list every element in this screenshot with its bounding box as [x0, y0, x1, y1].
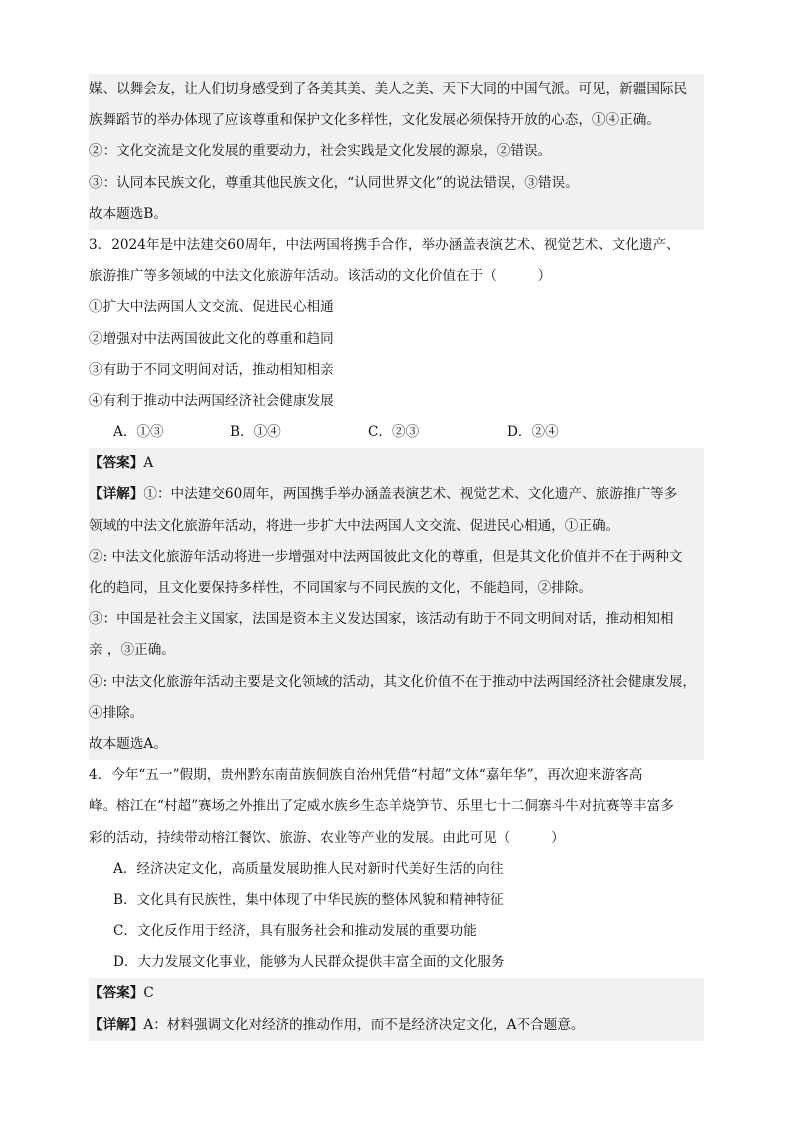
- question-4-stem: 彩的活动，持续带动榕江餐饮、旅游、农业等产业的发展。由此可见（ ）: [89, 829, 565, 846]
- question-4-stem: 峰。榕江在“村超”赛场之外推出了定威水族乡生态羊烧笋节、乐里七十二侗寨斗牛对抗赛等丰富多: [89, 798, 674, 815]
- option-a: A．①③: [113, 424, 164, 441]
- explanation-line: ③：认同本民族文化，尊重其他民族文化，“认同世界文化”的说法错误，③错误。: [89, 168, 704, 199]
- detail-conclusion: 故本题选A。: [89, 729, 704, 760]
- question-3-detail: [89, 479, 704, 510]
- answer-value: C: [143, 985, 154, 1002]
- detail-line: 领域的中法文化旅游年活动，将进一步扩大中法两国人文交流、促进民心相通，①正确。: [89, 511, 704, 542]
- question-4-option-d: D．大力发展文化事业，能够为人民群众提供丰富全面的文化服务: [113, 954, 505, 971]
- question-3-item: ③有助于不同文明间对话，推动相知相亲: [89, 361, 334, 378]
- explanation-line: ②：文化交流是文化发展的重要动力，社会实践是文化发展的源泉，②错误。: [89, 136, 704, 167]
- detail-text: A：材料强调文化对经济的推动作用，而不是经济决定文化，A不合题意。: [143, 1016, 585, 1033]
- question-3-answer: [89, 448, 704, 479]
- document-content: [89, 74, 704, 1041]
- option-b: B．①④: [230, 424, 281, 441]
- detail-tag: 【详解】: [89, 486, 144, 503]
- detail-text: ①：中法建交60周年，两国携手举办涵盖表演艺术、视觉艺术、文化遗产、旅游推广等多: [143, 486, 678, 503]
- option-c: C．②③: [368, 424, 420, 441]
- question-3-item: ①扩大中法两国人文交流、促进民心相通: [89, 299, 334, 316]
- answer-tag: 【答案】: [89, 985, 144, 1002]
- question-4-stem: 4．今年“五一”假期，贵州黔东南苗族侗族自治州凭借“村超”文体“嘉年华”，再次迎来游客高: [89, 767, 643, 784]
- detail-tag: 【详解】: [89, 1016, 144, 1033]
- question-4-option-c: C．文化反作用于经济，具有服务社会和推动发展的重要功能: [113, 923, 477, 940]
- question-3-item: ④有利于推动中法两国经济社会健康发展: [89, 392, 334, 409]
- detail-line: ②: 中法文化旅游年活动将进一步增强对中法两国彼此文化的尊重，但是其文化价值并不在于两种文: [89, 542, 704, 573]
- question-4-answer: [89, 978, 704, 1009]
- question-3-item: ②增强对中法两国彼此文化的尊重和趋同: [89, 330, 334, 347]
- detail-line: 亲 ，③正确。: [89, 635, 704, 666]
- explanation-conclusion: 故本题选B。: [89, 199, 704, 230]
- answer-tag: 【答案】: [89, 455, 144, 472]
- option-d: D．②④: [507, 424, 559, 441]
- detail-line: ④: 中法文化旅游年活动主要是文化领域的活动，其文化价值不在于推动中法两国经济社会健康发展，: [89, 667, 704, 698]
- question-4-option-a: A．经济决定文化，高质量发展助推人民对新时代美好生活的向往: [113, 860, 504, 877]
- detail-line: ③：中国是社会主义国家，法国是资本主义发达国家，该活动有助于不同文明间对话，推动相知相: [89, 604, 704, 635]
- question-3-stem: 旅游推广等多领域的中法文化旅游年活动。该活动的文化价值在于（ ）: [89, 268, 552, 285]
- answer-value: A: [143, 455, 154, 472]
- explanation-line: 媒、以舞会友，让人们切身感受到了各美其美、美人之美、天下大同的中国气派。可见，新疆国际民: [89, 74, 704, 105]
- question-3-stem: 3．2024年是中法建交60周年，中法两国将携手合作，举办涵盖表演艺术、视觉艺术、文化遗产、: [89, 236, 680, 253]
- detail-line: ④排除。: [89, 698, 704, 729]
- explanation-line: 族舞蹈节的举办体现了应该尊重和保护文化多样性，文化发展必须保持开放的心态，①④正确。: [89, 105, 704, 136]
- question-4-option-b: B．文化具有民族性，集中体现了中华民族的整体风貌和精神特征: [113, 891, 504, 908]
- detail-line: 化的趋同，且文化要保持多样性，不同国家与不同民族的文化，不能趋同，②排除。: [89, 573, 704, 604]
- question-4-detail: [89, 1010, 704, 1041]
- question-3-options: [89, 417, 704, 448]
